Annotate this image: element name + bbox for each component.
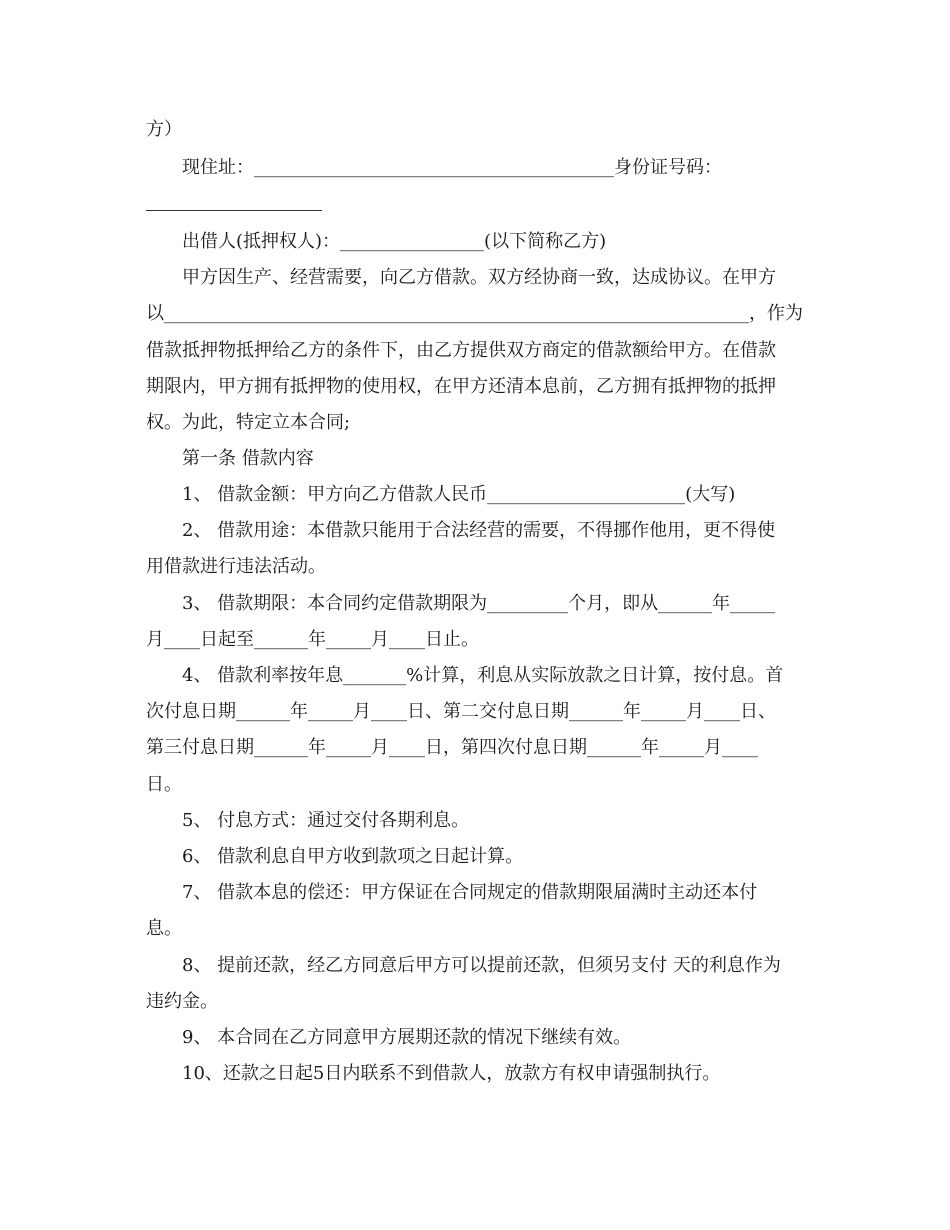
text-line: 方） bbox=[146, 119, 182, 140]
text-line: 3、 借款期限：本合同约定借款期限为_________个月，即从______年_____ bbox=[182, 593, 776, 614]
text-line: 1、 借款金额：甲方向乙方借款人民币______________________(大写) bbox=[182, 484, 736, 505]
text-line: 6、 借款利息自甲方收到款项之日起计算。 bbox=[182, 846, 524, 867]
text-line: 违约金。 bbox=[146, 991, 218, 1012]
text-line: 次付息日期______年_____月____日、第二交付息日期______年_____月____日、 bbox=[146, 701, 776, 722]
text-line: 借款抵押物抵押给乙方的条件下，由乙方提供双方商定的借款额给甲方。在借款 bbox=[146, 340, 776, 361]
text-line: 息。 bbox=[146, 918, 182, 939]
text-line: 第三付息日期______年_____月____日，第四次付息日期______年_____月____ bbox=[146, 737, 758, 758]
text-line: 日。 bbox=[146, 774, 182, 795]
text-line: 4、 借款利率按年息_______%计算，利息从实际放款之日计算，按付息。首 bbox=[182, 665, 784, 686]
text-line: 用借款进行违法活动。 bbox=[146, 556, 326, 577]
text-line: 7、 借款本息的偿还：甲方保证在合同规定的借款期限届满时主动还本付 bbox=[182, 882, 758, 903]
text-line: 月____日起至______年_____月____日止。 bbox=[146, 629, 479, 650]
id-number-blank bbox=[146, 210, 322, 211]
text-line: 10、还款之日起5日内联系不到借款人，放款方有权申请强制执行。 bbox=[182, 1063, 721, 1084]
text-line: 出借人(抵押权人)：________________(以下简称乙方) bbox=[182, 231, 607, 252]
text-line: 现住址：________________________________________身份证号码： bbox=[182, 157, 722, 178]
text-line: 甲方因生产、经营需要，向乙方借款。双方经协商一致，达成协议。在甲方 bbox=[182, 267, 776, 288]
text-line: 8、 提前还款，经乙方同意后甲方可以提前还款，但须另支付 天的利息作为 bbox=[182, 955, 781, 976]
text-line: 以_________________________________________________________________，作为 bbox=[146, 303, 803, 324]
text-line: 权。为此，特定立本合同; bbox=[146, 412, 351, 433]
text-line: 5、 付息方式：通过交付各期利息。 bbox=[182, 810, 470, 831]
text-line: 期限内，甲方拥有抵押物的使用权，在甲方还清本息前，乙方拥有抵押物的抵押 bbox=[146, 376, 776, 397]
text-line: 9、 本合同在乙方同意甲方展期还款的情况下继续有效。 bbox=[182, 1027, 632, 1048]
text-line: 2、 借款用途：本借款只能用于合法经营的需要，不得挪作他用，更不得使 bbox=[182, 520, 776, 541]
section-heading: 第一条 借款内容 bbox=[182, 448, 314, 469]
